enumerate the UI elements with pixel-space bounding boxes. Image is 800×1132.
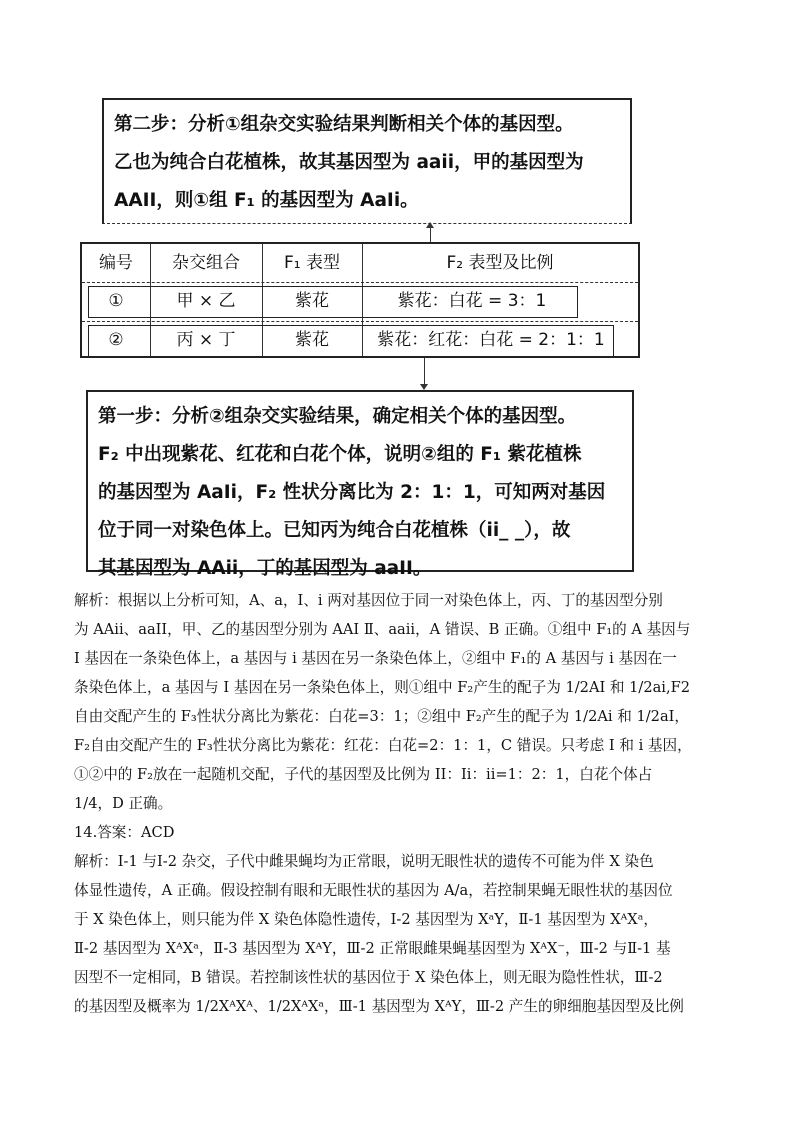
- text-line: 为 AAii、aaII，甲、乙的基因型分别为 AAI Ⅱ、aaii，A 错误、B 正确。①组中 F₁的 A 基因与: [74, 621, 691, 638]
- step2-box: [102, 98, 632, 224]
- table-header: F₂ 表型及比例: [446, 253, 554, 273]
- text-line: 自由交配产生的 F₃性状分离比为紫花：白花=3：1；②组中 F₂产生的配子为 1/2Ai 和 1/2aI，: [74, 708, 689, 725]
- text-line: 1/4，D 正确。: [74, 795, 173, 812]
- text-line: 解析：根据以上分析可知，A、a，I、i 两对基因位于同一对染色体上，丙、丁的基因型分别: [74, 592, 663, 609]
- table-cell: ①: [108, 291, 124, 311]
- answer-line: 14.答案：ACD: [74, 824, 175, 841]
- text-line: ①②中的 F₂放在一起随机交配，子代的基因型及比例为 II：Ii：ii=1：2：1，白花个体占: [74, 766, 653, 783]
- table-cell: 紫花：白花 = 3：1: [397, 291, 547, 311]
- text-line: F₂自由交配产生的 F₃性状分离比为紫花：红花：白花=2：1：1，C 错误。只考虑 I 和 i 基因，: [74, 737, 692, 754]
- arrow-down-icon: [424, 358, 425, 388]
- text-line: 于 X 染色体上，则只能为伴 X 染色体隐性遗传，Ⅰ-2 基因型为 XᵃY，Ⅱ-1 基因型为 XᴬXᵃ，: [74, 911, 658, 928]
- step1-line: 的基因型为 AaIi，F₂ 性状分离比为 2：1：1，可知两对基因: [98, 482, 606, 503]
- scanned-figure: [80, 92, 640, 579]
- arrow-up-icon: [430, 224, 431, 242]
- text-line: 因型不一定相同，B 错误。若控制该性状的基因位于 X 染色体上，则无眼为隐性性状，Ⅲ-2: [74, 969, 663, 986]
- table-header: 杂交组合: [172, 253, 240, 273]
- text-line: 条染色体上，a 基因与 I 基因在另一条染色体上，则①组中 F₂产生的配子为 1/2AI 和 1/2ai,F2: [74, 679, 691, 696]
- answer-text: [74, 586, 724, 1021]
- table-cell: 甲 × 乙: [176, 291, 236, 311]
- text-line: 解析：Ⅰ-1 与Ⅰ-2 杂交，子代中雌果蝇均为正常眼，说明无眼性状的遗传不可能为伴 X 染色: [74, 853, 654, 870]
- table-cell: 紫花：红花：白花 = 2：1：1: [377, 330, 605, 350]
- text-line: 体显性遗传，A 正确。假设控制有眼和无眼性状的基因为 A/a，若控制果蝇无眼性状的基因位: [74, 882, 673, 899]
- text-line: Ⅱ-2 基因型为 XᴬXᵃ，Ⅱ-3 基因型为 XᴬY，Ⅲ-2 正常眼雌果蝇基因型为 XᴬX⁻，Ⅲ-2 与Ⅱ-1 基: [74, 940, 671, 957]
- text-line: 的基因型及概率为 1/2XᴬXᴬ、1/2XᴬXᵃ，Ⅲ-1 基因型为 XᴬY，Ⅲ-2 产生的卵细胞基因型及比例: [74, 998, 684, 1015]
- step2-line: AAII，则①组 F₁ 的基因型为 AaIi。: [114, 190, 419, 211]
- step2-line: 第二步：分析①组杂交实验结果判断相关个体的基因型。: [114, 114, 574, 135]
- table-header: 编号: [99, 253, 133, 273]
- text-line: I 基因在一条染色体上，a 基因与 i 基因在另一条染色体上，②组中 F₁的 A 基因与 i 基因在一: [74, 650, 677, 667]
- table-cell: 紫花: [295, 330, 329, 350]
- table-cell: ②: [108, 330, 124, 350]
- table-row: [82, 321, 638, 359]
- step1-line: 第一步：分析②组杂交实验结果，确定相关个体的基因型。: [98, 406, 577, 427]
- cross-table: [80, 242, 640, 358]
- table-header: F₁ 表型: [284, 253, 340, 273]
- table-cell: 丙 × 丁: [176, 330, 236, 350]
- step1-line: 其基因型为 AAii，丁的基因型为 aaII。: [98, 558, 432, 579]
- step1-line: F₂ 中出现紫花、红花和白花个体，说明②组的 F₁ 紫花植株: [98, 444, 582, 465]
- step1-box: [86, 390, 634, 579]
- step2-line: 乙也为纯合白花植株，故其基因型为 aaii，甲的基因型为: [114, 152, 584, 173]
- table-header-row: [82, 244, 638, 282]
- step1-line: 位于同一对染色体上。已知丙为纯合白花植株（ii_ _），故: [98, 520, 571, 541]
- table-cell: 紫花: [295, 291, 329, 311]
- table-row: [82, 282, 638, 320]
